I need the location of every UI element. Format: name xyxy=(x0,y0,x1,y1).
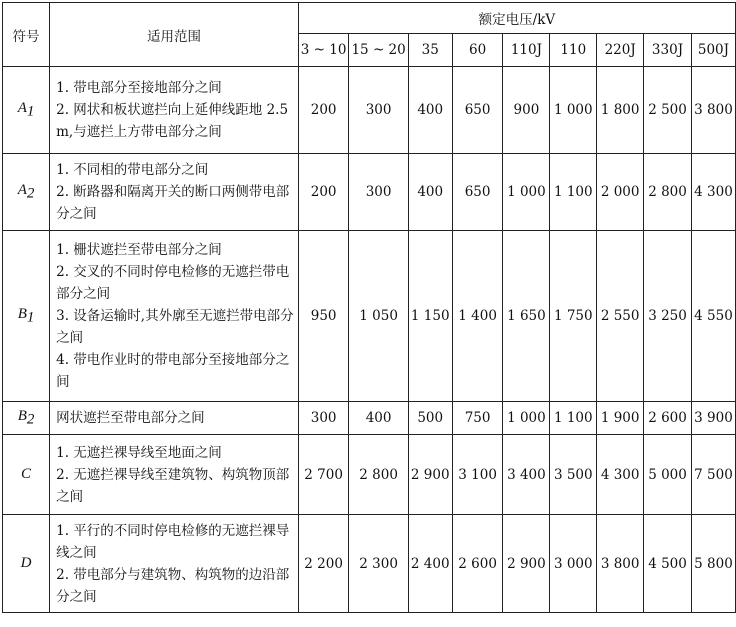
clearance-value: 1 000 xyxy=(550,67,597,154)
clearance-value: 400 xyxy=(408,67,452,154)
header-voltage-title: 额定电压/kV xyxy=(298,3,735,34)
clearance-value: 7 500 xyxy=(691,435,735,515)
scope-item: 1. 无遮拦裸导线至地面之间 xyxy=(56,444,222,461)
clearance-value: 4 300 xyxy=(691,154,735,231)
row-symbol xyxy=(3,154,50,231)
clearance-value: 300 xyxy=(349,67,408,154)
scope-item: 1. 不同相的带电部分之间 xyxy=(56,162,209,178)
symbol-letter: D xyxy=(20,555,32,571)
symbol-letter: A xyxy=(17,99,27,116)
voltage-header-cell: 35 xyxy=(408,34,452,67)
voltage-header-cell: 330J xyxy=(644,34,692,67)
row-symbol xyxy=(3,231,50,402)
clearance-value: 1 050 xyxy=(349,231,408,402)
header-symbol: 符号 xyxy=(3,3,50,67)
clearance-value: 200 xyxy=(298,67,349,154)
scope-item: 3. 设备运输时,其外廓至无遮拦带电部分之间 xyxy=(56,308,294,346)
clearance-value: 1 800 xyxy=(597,67,644,154)
symbol-letter: B xyxy=(17,407,27,424)
clearance-value: 5 000 xyxy=(644,435,692,515)
row-scope xyxy=(50,515,299,613)
clearance-value: 2 600 xyxy=(452,515,503,613)
clearance-value: 1 100 xyxy=(550,402,597,435)
clearance-value: 500 xyxy=(408,402,452,435)
row-symbol xyxy=(3,402,50,435)
clearance-value: 3 400 xyxy=(503,435,550,515)
scope-item: 1. 带电部分至接地部分之间 xyxy=(56,80,222,96)
clearance-value: 650 xyxy=(452,154,503,231)
symbol-subscript: 2 xyxy=(26,185,35,202)
row-symbol xyxy=(3,515,50,613)
clearance-value: 2 550 xyxy=(597,231,644,402)
clearance-value: 2 800 xyxy=(644,154,692,231)
clearance-value: 2 600 xyxy=(644,402,692,435)
table-row xyxy=(3,67,736,154)
voltage-header-cell: 60 xyxy=(452,34,503,67)
clearance-value: 1 000 xyxy=(503,402,550,435)
clearance-value: 2 900 xyxy=(503,515,550,613)
clearance-value: 3 100 xyxy=(452,435,503,515)
clearance-value: 2 200 xyxy=(298,515,349,613)
clearance-value: 2 700 xyxy=(298,435,349,515)
clearance-value: 3 800 xyxy=(597,515,644,613)
clearance-value: 650 xyxy=(452,67,503,154)
header-scope: 适用范围 xyxy=(50,3,299,67)
clearance-value: 3 800 xyxy=(691,67,735,154)
clearance-value: 400 xyxy=(349,402,408,435)
scope-item: 2. 网状和板状遮拦向上延伸线距地 2.5 m,与遮拦上方带电部分之间 xyxy=(56,102,289,140)
voltage-header-cell: 500J xyxy=(691,34,735,67)
symbol-subscript: 1 xyxy=(26,309,35,326)
table-row xyxy=(3,231,736,402)
scope-item: 4. 带电作业时的带电部分至接地部分之间 xyxy=(56,352,290,390)
scope-item: 2. 交叉的不同时停电检修的无遮拦带电部分之间 xyxy=(56,264,290,302)
clearance-value: 1 100 xyxy=(550,154,597,231)
clearance-value: 3 000 xyxy=(550,515,597,613)
table-body xyxy=(3,67,736,613)
voltage-header-cell: 15 ~ 20 xyxy=(349,34,408,67)
table-row xyxy=(3,154,736,231)
table-row xyxy=(3,515,736,613)
scope-item: 1. 栅状遮拦至带电部分之间 xyxy=(56,242,222,258)
clearance-value: 1 650 xyxy=(503,231,550,402)
clearance-table xyxy=(2,2,736,613)
clearance-value: 2 000 xyxy=(597,154,644,231)
symbol-letter: C xyxy=(21,466,32,482)
scope-item: 2. 无遮拦裸导线至建筑物、构筑物顶部之间 xyxy=(56,466,290,505)
scope-item: 1. 平行的不同时停电检修的无遮拦裸导线之间 xyxy=(56,522,290,561)
clearance-value: 2 500 xyxy=(644,67,692,154)
clearance-value: 900 xyxy=(503,67,550,154)
clearance-value: 3 900 xyxy=(691,402,735,435)
table-row xyxy=(3,402,736,435)
clearance-value: 4 300 xyxy=(597,435,644,515)
clearance-value: 3 500 xyxy=(550,435,597,515)
symbol-letter: B xyxy=(17,305,27,322)
voltage-header-cell: 110 xyxy=(550,34,597,67)
voltage-header-cell: 3 ~ 10 xyxy=(298,34,349,67)
clearance-value: 200 xyxy=(298,154,349,231)
row-symbol xyxy=(3,435,50,515)
clearance-value: 2 900 xyxy=(408,435,452,515)
clearance-value: 4 550 xyxy=(691,231,735,402)
scope-item: 2. 断路器和隔离开关的断口两侧带电部分之间 xyxy=(56,184,290,222)
row-scope xyxy=(50,67,299,154)
row-symbol xyxy=(3,67,50,154)
row-scope xyxy=(50,231,299,402)
clearance-value: 300 xyxy=(349,154,408,231)
clearance-value: 2 300 xyxy=(349,515,408,613)
clearance-value: 5 800 xyxy=(691,515,735,613)
row-scope xyxy=(50,154,299,231)
row-scope xyxy=(50,402,299,435)
scope-item: 2. 带电部分与建筑物、构筑物的边沿部分之间 xyxy=(56,566,290,605)
clearance-value: 1 150 xyxy=(408,231,452,402)
clearance-value: 1 000 xyxy=(503,154,550,231)
clearance-value: 750 xyxy=(452,402,503,435)
row-scope xyxy=(50,435,299,515)
clearance-value: 2 800 xyxy=(349,435,408,515)
clearance-value: 4 500 xyxy=(644,515,692,613)
clearance-value: 300 xyxy=(298,402,349,435)
symbol-subscript: 1 xyxy=(26,103,35,120)
table-row xyxy=(3,435,736,515)
clearance-value: 2 400 xyxy=(408,515,452,613)
symbol-subscript: 2 xyxy=(26,411,35,428)
clearance-value: 400 xyxy=(408,154,452,231)
voltage-header-cell: 110J xyxy=(503,34,550,67)
scope-item: 网状遮拦至带电部分之间 xyxy=(56,410,205,426)
clearance-value: 3 250 xyxy=(644,231,692,402)
clearance-value: 1 400 xyxy=(452,231,503,402)
voltage-header-cell: 220J xyxy=(597,34,644,67)
clearance-value: 950 xyxy=(298,231,349,402)
symbol-letter: A xyxy=(17,181,27,198)
clearance-value: 1 750 xyxy=(550,231,597,402)
clearance-value: 1 900 xyxy=(597,402,644,435)
